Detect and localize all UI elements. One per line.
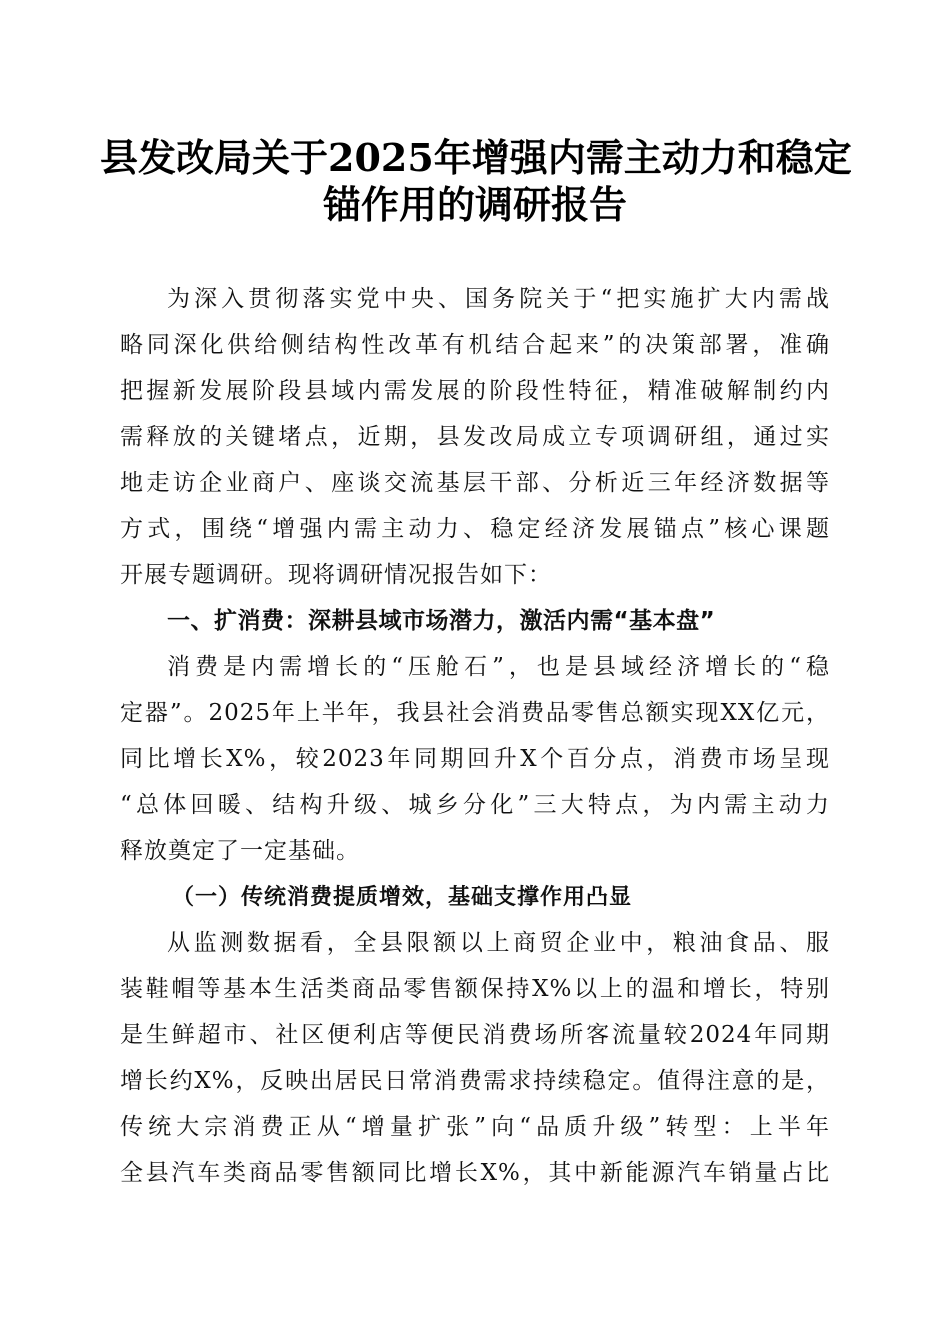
paragraph-line: 开展专题调研。现将调研情况报告如下： <box>120 562 552 588</box>
paragraph-line: “总体回暖、结构升级、城乡分化”三大特点，为内需主动力 <box>120 792 830 818</box>
paragraph-line: 装鞋帽等基本生活类商品零售额保持X%以上的温和增长，特别 <box>120 976 830 1002</box>
paragraph-line: 是生鲜超市、社区便利店等便民消费场所客流量较2024年同期 <box>120 1022 830 1048</box>
paragraph-line: 全县汽车类商品零售额同比增长X%，其中新能源汽车销量占比 <box>120 1160 830 1186</box>
paragraph-line: 传统大宗消费正从“增量扩张”向“品质升级”转型：上半年 <box>120 1114 830 1140</box>
paragraph-line: 消费是内需增长的“压舱石”，也是县域经济增长的“稳 <box>167 654 830 680</box>
document-title-line-2: 锚作用的调研报告 <box>322 182 627 227</box>
section-heading-1: 一、扩消费：深耕县域市场潜力，激活内需“基本盘” <box>167 608 716 634</box>
paragraph-line: 从监测数据看，全县限额以上商贸企业中，粮油食品、服 <box>167 930 830 956</box>
paragraph-line: 略同深化供给侧结构性改革有机结合起来”的决策部署，准确 <box>120 332 830 358</box>
document-body <box>120 276 830 1196</box>
paragraph-line: 同比增长X%，较2023年同期回升X个百分点，消费市场呈现 <box>120 746 830 772</box>
paragraph-line: 释放奠定了一定基础。 <box>120 838 360 864</box>
paragraph-line: 定器”。2025年上半年，我县社会消费品零售总额实现XX亿元， <box>120 700 830 726</box>
paragraph-line: 方式，围绕“增强内需主动力、稳定经济发展锚点”核心课题 <box>120 516 830 542</box>
paragraph-line: 地走访企业商户、座谈交流基层干部、分析近三年经济数据等 <box>120 470 830 496</box>
paragraph-line: 把握新发展阶段县域内需发展的阶段性特征，精准破解制约内 <box>120 378 830 404</box>
document-title-line-1: 县发改局关于2025年增强内需主动力和稳定 <box>100 135 852 180</box>
subsection-heading-1: （一）传统消费提质增效，基础支撑作用凸显 <box>172 884 633 910</box>
paragraph-line: 增长约X%，反映出居民日常消费需求持续稳定。值得注意的是， <box>120 1068 830 1094</box>
paragraph-line: 需释放的关键堵点，近期，县发改局成立专项调研组，通过实 <box>120 424 830 450</box>
paragraph-line: 为深入贯彻落实党中央、国务院关于“把实施扩大内需战 <box>167 286 830 312</box>
